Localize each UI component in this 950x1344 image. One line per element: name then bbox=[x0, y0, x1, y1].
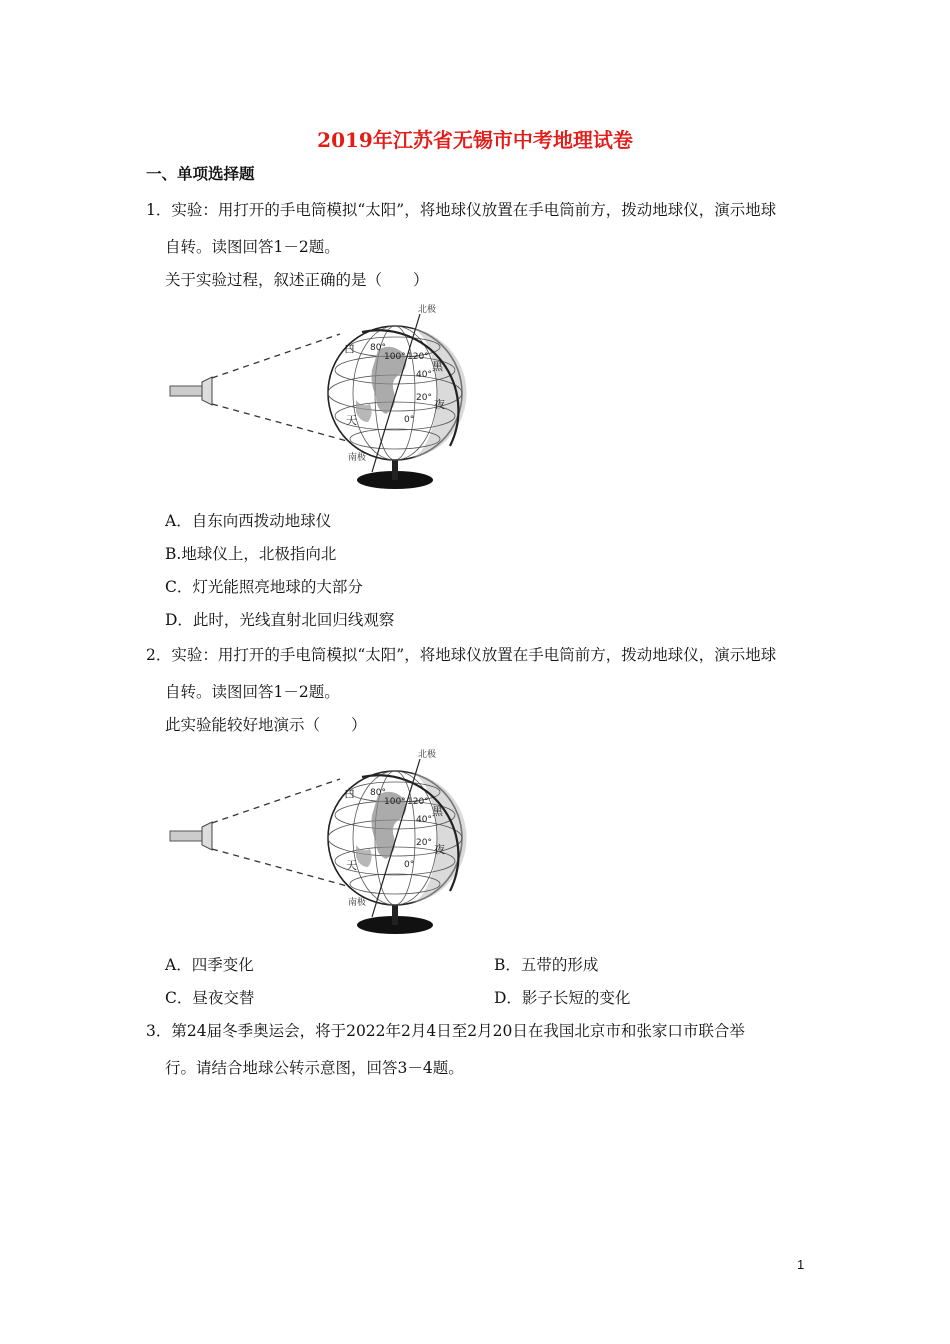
lat-40-label: 40° bbox=[416, 815, 432, 825]
night-label-1: 黑 bbox=[432, 360, 443, 373]
q1-option-d[interactable]: D．此时，光线直射北回归线观察 bbox=[165, 611, 395, 629]
lat-80-label: 80° bbox=[370, 343, 386, 353]
q2-option-c[interactable]: C．昼夜交替 bbox=[165, 989, 255, 1007]
section-heading: 一、单项选择题 bbox=[146, 164, 255, 183]
globe-figure-1 bbox=[160, 300, 480, 495]
light-ray-top bbox=[212, 779, 340, 823]
north-pole-label: 北极 bbox=[418, 305, 437, 315]
q1-stem: 关于实验过程，叙述正确的是（ ） bbox=[165, 271, 429, 289]
q1-option-a[interactable]: A．自东向西拨动地球仪 bbox=[165, 512, 332, 530]
lat-40-label: 40° bbox=[416, 370, 432, 380]
lon-120-label: 120° bbox=[407, 797, 429, 807]
lon-100-label: 100° bbox=[384, 797, 406, 807]
night-label-2: 夜 bbox=[434, 843, 445, 856]
q2-option-b[interactable]: B．五带的形成 bbox=[494, 956, 599, 974]
day-label-2: 天 bbox=[346, 859, 357, 872]
globe-figure-2 bbox=[160, 745, 480, 940]
night-label-1: 黑 bbox=[432, 805, 443, 818]
lat-20-label: 20° bbox=[416, 838, 432, 848]
lat-20-label: 20° bbox=[416, 393, 432, 403]
q2-option-a[interactable]: A．四季变化 bbox=[165, 956, 254, 974]
q1-text-line2: 自转。读图回答1－2题。 bbox=[165, 238, 340, 256]
lat-80-label: 80° bbox=[370, 788, 386, 798]
lat-0-label: 0° bbox=[404, 860, 415, 870]
page-title: 2019年江苏省无锡市中考地理试卷 bbox=[317, 128, 633, 152]
q2-option-d[interactable]: D．影子长短的变化 bbox=[494, 989, 631, 1007]
flashlight bbox=[170, 822, 212, 850]
light-ray-top bbox=[212, 334, 340, 378]
north-pole-label: 北极 bbox=[418, 750, 437, 760]
lon-120-label: 120° bbox=[407, 352, 429, 362]
q1-option-b[interactable]: B.地球仪上，北极指向北 bbox=[165, 545, 337, 563]
lon-100-label: 100° bbox=[384, 352, 406, 362]
q1-text-line1: 1．实验：用打开的手电筒模拟“太阳”，将地球仪放置在手电筒前方，拨动地球仪，演示地球 bbox=[146, 201, 777, 219]
globe bbox=[328, 748, 467, 934]
flashlight bbox=[170, 377, 212, 405]
page-number: 1 bbox=[797, 1257, 805, 1272]
q2-stem: 此实验能较好地演示（ ） bbox=[165, 716, 367, 734]
q3-text-line1: 3．第24届冬季奥运会，将于2022年2月4日至2月20日在我国北京市和张家口市联合举 bbox=[146, 1022, 745, 1040]
globe bbox=[328, 303, 467, 489]
day-label-1: 白 bbox=[344, 342, 355, 355]
day-label-1: 白 bbox=[344, 787, 355, 800]
q2-text-line2: 自转。读图回答1－2题。 bbox=[165, 683, 340, 701]
q3-text-line2: 行。请结合地球公转示意图，回答3－4题。 bbox=[165, 1059, 464, 1077]
south-pole-label: 南极 bbox=[348, 453, 367, 463]
q2-text-line1: 2．实验：用打开的手电筒模拟“太阳”，将地球仪放置在手电筒前方，拨动地球仪，演示地球 bbox=[146, 646, 777, 664]
day-label-2: 天 bbox=[346, 414, 357, 427]
south-pole-label: 南极 bbox=[348, 898, 367, 908]
lat-0-label: 0° bbox=[404, 415, 415, 425]
q1-option-c[interactable]: C．灯光能照亮地球的大部分 bbox=[165, 578, 363, 596]
night-label-2: 夜 bbox=[434, 398, 445, 411]
